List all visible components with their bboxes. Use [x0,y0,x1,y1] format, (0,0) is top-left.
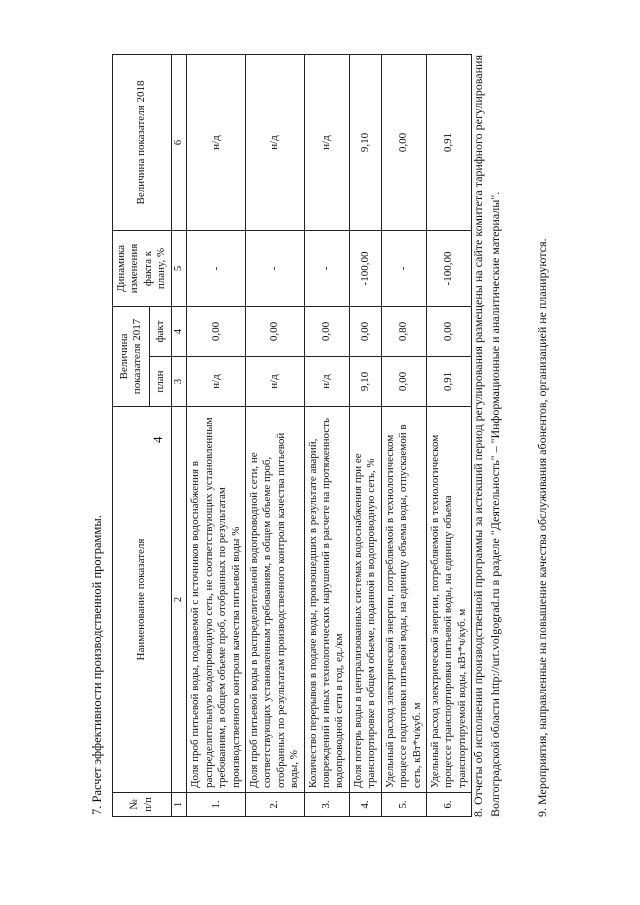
table-row [349,54,381,816]
paragraph-8: 8. Отчеты об исполнении производственной программы за истекший период регулирования размещены на сайте комитета тарифного регулирования Волгоградской области http://urt.volgograd.ru в разделе "Деятельность" – "Информационные и аналитические материалы". [471,55,502,817]
row-dynamics: - [246,230,305,306]
row-dynamics: - [304,230,349,306]
row-fact: 0,00 [246,306,305,356]
header-fact: факт [150,306,172,356]
index-cell: 6 [171,54,187,230]
header-dynamics: Динамика изменения факта к плану, % [113,230,172,306]
page-number: 4 [150,436,165,443]
row-plan: н/д [304,357,349,407]
table-header-row [113,54,150,816]
row-num: 2. [246,793,305,817]
table-row [426,54,471,816]
row-plan: н/д [187,357,246,407]
row-dynamics: -100,00 [426,230,471,306]
row-num: 6. [426,793,471,817]
row-name: Доля проб питьевой воды в распределительной водопроводной сети, не соответствующих установленным требованиям, в общем объеме проб, отобранных по результатам производственного контроля качества питьевой воды, % [246,407,305,793]
index-cell: 4 [171,306,187,356]
paragraph-9: 9. Мероприятия, направленные на повышение качества обслуживания абонентов, организацией не планируются. [535,238,549,817]
header-num: № п/п [113,793,172,817]
section-7-title: 7. Расчет эффективности производственной программы. [90,515,104,815]
row-fact: 0,00 [426,306,471,356]
index-cell: 3 [171,357,187,407]
table-row [304,54,349,816]
row-value-2018: н/д [187,54,246,230]
row-dynamics: -100,00 [349,230,381,306]
row-fact: 0,00 [304,306,349,356]
index-cell: 2 [171,407,187,793]
row-num: 5. [381,793,426,817]
row-value-2018: 9,10 [349,54,381,230]
table-row [187,54,246,816]
header-name: Наименование показателя [113,407,172,793]
row-num: 1. [187,793,246,817]
row-fact: 0,80 [381,306,426,356]
row-fact: 0,00 [187,306,246,356]
row-name: Доля проб питьевой воды, подаваемой с источников водоснабжения в распределительную водопроводную сеть, не соответствующих установленным требованиям, в общем объеме проб, отобранных по результатам производственного контроля качества питьевой воды % [187,407,246,793]
row-plan: 9,10 [349,357,381,407]
index-cell: 1 [171,793,187,817]
row-dynamics: - [187,230,246,306]
row-name: Удельный расход электрической энергии, потребляемой в технологическом процессе подготовки питьевой воды, на единицу объема воды, отпускаемой в сеть, кВт*ч/куб. м [381,407,426,793]
row-num: 3. [304,793,349,817]
row-name: Количество перерывов в подаче воды, произошедших в результате аварий, повреждений и иных технологических нарушений в расчете на протяженность водопроводной сети в год, ед./км [304,407,349,793]
header-value-2018: Величина показателя 2018 [113,54,172,230]
row-value-2018: н/д [304,54,349,230]
row-num: 4. [349,793,381,817]
row-value-2018: 0,00 [381,54,426,230]
row-name: Удельный расход электрической энергии, потребляемой в технологическом процессе транспортировки питьевой воды, на единицу объема транспортируемой воды, кВт*ч/куб. м [426,407,471,793]
row-dynamics: - [381,230,426,306]
row-plan: н/д [246,357,305,407]
table-index-row [171,54,187,816]
header-value-2017: Величина показателя 2017 [113,306,150,406]
index-cell: 5 [171,230,187,306]
table-row [381,54,426,816]
row-value-2018: н/д [246,54,305,230]
header-plan: план [150,357,172,407]
row-plan: 0,91 [426,357,471,407]
table-row [246,54,305,816]
efficiency-table [112,54,472,817]
row-fact: 0,00 [349,306,381,356]
row-plan: 0,00 [381,357,426,407]
row-name: Доля потерь воды в централизованных системах водоснабжения при ее транспортировке в общем объеме, поданной в водопроводную сеть, % [349,407,381,793]
row-value-2018: 0,91 [426,54,471,230]
